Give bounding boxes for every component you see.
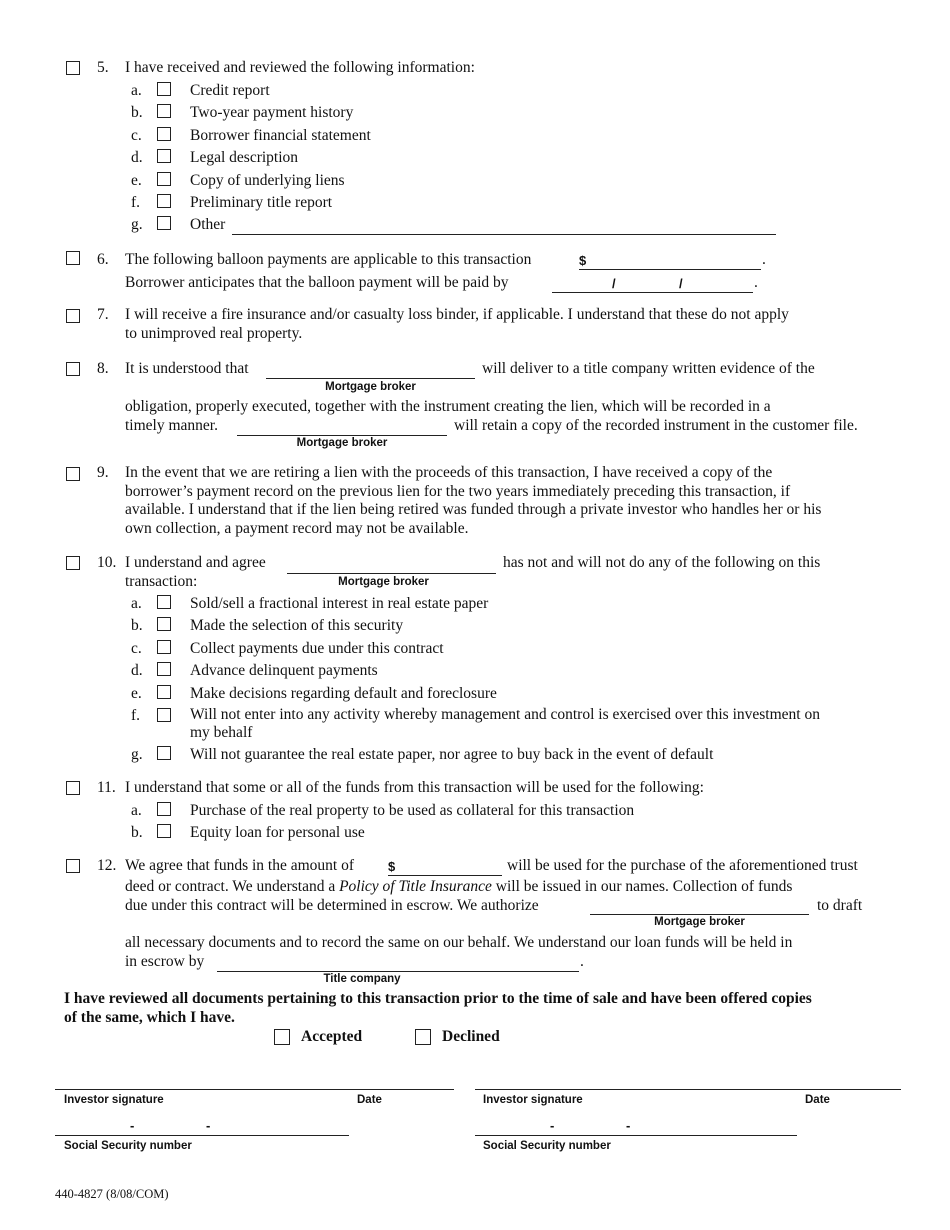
date-label: Date <box>357 1094 382 1106</box>
field-caption: Mortgage broker <box>296 437 388 449</box>
legal-description-checkbox[interactable] <box>157 149 171 163</box>
section-8-text: will retain a copy of the recorded instrument in the customer file. <box>454 417 858 434</box>
section-10-checkbox[interactable] <box>66 556 80 570</box>
section-12-text: We agree that funds in the amount of <box>125 857 355 874</box>
section-12-text: will be used for the purchase of the aforementioned trust <box>507 857 858 874</box>
section-10-text: transaction: <box>125 573 198 590</box>
section-11-checkbox[interactable] <box>66 781 80 795</box>
field-caption: Mortgage broker <box>654 916 745 928</box>
purchase-property-checkbox[interactable] <box>157 802 171 816</box>
section-9-text: own collection, a payment record may not be available. <box>125 520 469 537</box>
acknowledgement-text: of the same, which I have. <box>64 1009 235 1026</box>
ssn-label: Social Security number <box>64 1140 192 1152</box>
acknowledgement-text: I have reviewed all documents pertaining to this transaction prior to the time of sale and have been offered copies <box>64 990 812 1007</box>
section-number: 7. <box>97 306 109 323</box>
balloon-text: The following balloon payments are applicable to this transaction <box>125 251 532 268</box>
item-letter: g. <box>131 216 143 233</box>
item-label: Purchase of the real property to be used as collateral for this transaction <box>190 802 635 819</box>
item-label: Preliminary title report <box>190 194 333 211</box>
equity-loan-checkbox[interactable] <box>157 824 171 838</box>
item-letter: d. <box>131 662 143 679</box>
investor-signature-line[interactable] <box>475 1089 901 1090</box>
item-label: Will not guarantee the real estate paper, nor agree to buy back in the event of default <box>190 746 714 763</box>
date-slash: / <box>679 276 683 291</box>
investor-signature-label: Investor signature <box>483 1094 583 1106</box>
section-10-text: I understand and agree <box>125 554 266 571</box>
section-number: 6. <box>97 251 109 268</box>
other-checkbox[interactable] <box>157 216 171 230</box>
item-letter: b. <box>131 104 143 121</box>
selection-security-checkbox[interactable] <box>157 617 171 631</box>
accepted-label: Accepted <box>301 1028 363 1045</box>
section-number: 10. <box>97 554 117 571</box>
date-label: Date <box>805 1094 830 1106</box>
item-label: Credit report <box>190 82 270 99</box>
item-label: Advance delinquent payments <box>190 662 378 679</box>
item-label: Other <box>190 216 226 233</box>
item-label: Copy of underlying liens <box>190 172 345 189</box>
section-8-text: It is understood that <box>125 360 249 377</box>
credit-report-checkbox[interactable] <box>157 82 171 96</box>
section-9-checkbox[interactable] <box>66 467 80 481</box>
default-decisions-checkbox[interactable] <box>157 685 171 699</box>
fractional-interest-checkbox[interactable] <box>157 595 171 609</box>
period: . <box>754 274 758 291</box>
other-input-line[interactable] <box>232 234 776 235</box>
investor-signature-line[interactable] <box>55 1089 454 1090</box>
management-control-checkbox[interactable] <box>157 708 171 722</box>
ssn-dash: - <box>626 1118 631 1133</box>
ssn-dash: - <box>130 1118 135 1133</box>
dollar-sign: $ <box>388 859 396 874</box>
ssn-line[interactable] <box>55 1135 349 1136</box>
section-number: 5. <box>97 59 109 76</box>
section-12-text: to draft <box>817 897 863 914</box>
item-letter: b. <box>131 824 143 841</box>
section-9-text: borrower’s payment record on the previous lien for the two years immediately preceding this transaction, if <box>125 483 791 500</box>
field-caption: Mortgage broker <box>338 576 429 588</box>
mortgage-broker-line[interactable] <box>266 378 475 379</box>
form-number: 440-4827 (8/08/COM) <box>55 1187 169 1201</box>
section-12-text: in escrow by <box>125 953 205 970</box>
payment-history-checkbox[interactable] <box>157 104 171 118</box>
item-letter: b. <box>131 617 143 634</box>
item-letter: f. <box>131 194 141 211</box>
balloon-date-line[interactable] <box>552 292 753 293</box>
title-report-checkbox[interactable] <box>157 194 171 208</box>
item-letter: g. <box>131 746 143 763</box>
section-8-text: obligation, properly executed, together with the instrument creating the lien, which will be recorded in a <box>125 398 771 415</box>
investor-signature-label: Investor signature <box>64 1094 164 1106</box>
item-letter: e. <box>131 685 142 702</box>
financial-statement-checkbox[interactable] <box>157 127 171 141</box>
advance-payments-checkbox[interactable] <box>157 662 171 676</box>
section-5-text: I have received and reviewed the following information: <box>125 59 475 76</box>
no-guarantee-checkbox[interactable] <box>157 746 171 760</box>
section-8-text: will deliver to a title company written evidence of the <box>482 360 815 377</box>
ssn-label: Social Security number <box>483 1140 611 1152</box>
date-slash: / <box>612 276 616 291</box>
item-letter: d. <box>131 149 143 166</box>
item-letter: f. <box>131 707 141 724</box>
section-number: 12. <box>97 857 117 874</box>
item-label: Collect payments due under this contract <box>190 640 444 657</box>
section-number: 8. <box>97 360 109 377</box>
section-12-checkbox[interactable] <box>66 859 80 873</box>
underlying-liens-checkbox[interactable] <box>157 172 171 186</box>
section-7-text: to unimproved real property. <box>125 325 303 342</box>
period: . <box>762 251 766 268</box>
collect-payments-checkbox[interactable] <box>157 640 171 654</box>
declined-checkbox[interactable] <box>415 1029 431 1045</box>
balloon-amount-line[interactable] <box>579 269 761 270</box>
ssn-dash: - <box>206 1118 211 1133</box>
item-label: Sold/sell a fractional interest in real estate paper <box>190 595 489 612</box>
item-letter: a. <box>131 595 142 612</box>
policy-title-italic: Policy of Title Insurance <box>339 878 492 895</box>
field-caption: Mortgage broker <box>325 381 416 393</box>
section-9-text: In the event that we are retiring a lien with the proceeds of this transaction, I have received a copy of the <box>125 464 773 481</box>
item-label: Borrower financial statement <box>190 127 371 144</box>
item-label: Two-year payment history <box>190 104 354 121</box>
accepted-checkbox[interactable] <box>274 1029 290 1045</box>
declined-label: Declined <box>442 1028 500 1045</box>
section-7-checkbox[interactable] <box>66 309 80 323</box>
section-8-checkbox[interactable] <box>66 362 80 376</box>
section-10-text: has not and will not do any of the following on this <box>503 554 821 571</box>
section-9-text: available. I understand that if the lien being retired was funded through a private investor who handles her or his <box>125 501 822 518</box>
funds-amount-line[interactable] <box>388 875 502 876</box>
section-8-text: timely manner. <box>125 417 218 434</box>
section-number: 9. <box>97 464 109 481</box>
item-label: Legal description <box>190 149 299 166</box>
item-letter: e. <box>131 172 142 189</box>
ssn-dash: - <box>550 1118 555 1133</box>
section-7-text: I will receive a fire insurance and/or casualty loss binder, if applicable. I understand that these do not apply <box>125 306 789 323</box>
section-number: 11. <box>97 779 116 796</box>
item-letter: c. <box>131 127 142 144</box>
ssn-line[interactable] <box>475 1135 797 1136</box>
field-caption: Title company <box>323 973 401 985</box>
item-letter: c. <box>131 640 142 657</box>
item-label: Made the selection of this security <box>190 617 404 634</box>
item-label: Make decisions regarding default and foreclosure <box>190 685 497 702</box>
period: . <box>580 953 584 970</box>
section-5-checkbox[interactable] <box>66 61 80 75</box>
item-label: Equity loan for personal use <box>190 824 365 841</box>
section-6-checkbox[interactable] <box>66 251 80 265</box>
mortgage-broker-line[interactable] <box>287 573 496 574</box>
item-label-continued: my behalf <box>190 724 253 741</box>
item-letter: a. <box>131 802 142 819</box>
dollar-sign: $ <box>579 253 587 268</box>
item-letter: a. <box>131 82 142 99</box>
section-12-text: all necessary documents and to record the same on our behalf. We understand our loan funds will be held in <box>125 934 793 951</box>
balloon-date-text: Borrower anticipates that the balloon payment will be paid by <box>125 274 509 291</box>
item-label: Will not enter into any activity whereby management and control is exercised over this investment on <box>190 706 820 723</box>
section-12-text: deed or contract. We understand a Policy of Title Insurance will be issued in our names. Collection of funds <box>125 878 793 895</box>
section-11-text: I understand that some or all of the funds from this transaction will be used for the following: <box>125 779 704 796</box>
section-12-text: due under this contract will be determined in escrow. We authorize <box>125 897 539 914</box>
